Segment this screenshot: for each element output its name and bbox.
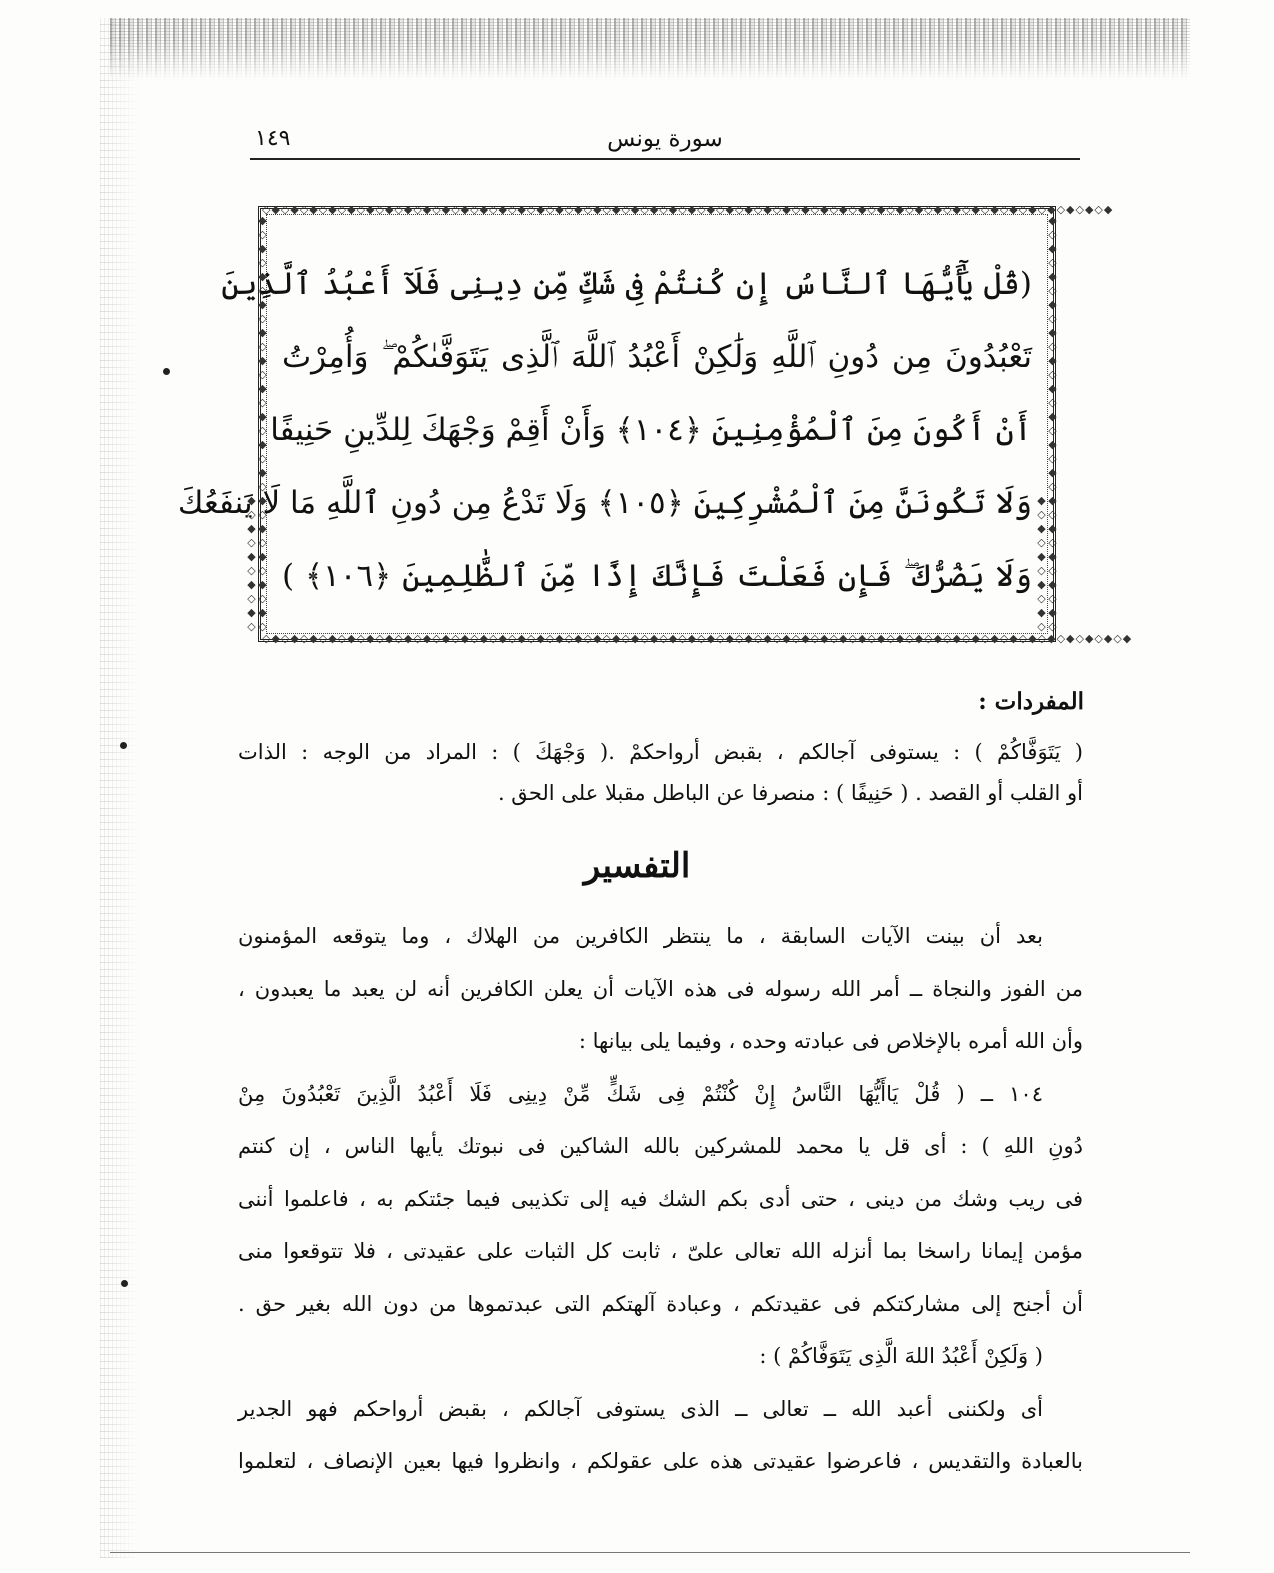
- text-line: فى ريب وشك من دينى ، حتى أدى بكم الشك فيه إلى تكذيبى فيما جئتكم به ، فاعلموا أننى: [238, 1186, 1083, 1211]
- text-line: بالعبادة والتقديس ، فاعرضوا عقيدتى هذه على عقولكم ، وانظروا فيها بعين الإنصاف ، لتعلموا: [238, 1449, 1083, 1473]
- verse-line: (قُلْ يَٰٓأَيُّهَا ٱلنَّاسُ إِن كُنتُمْ فِى شَكٍّ مِّن دِينِى فَلَآ أَعْبُدُ ٱلَّذِينَ: [221, 266, 1032, 302]
- text-line: أو القلب أو القصد . ( حَنِيفًا ) : منصرفا عن الباطل مقبلا على الحق .: [497, 781, 1083, 805]
- surah-title: سورة يونس: [607, 126, 723, 152]
- verse-line: وَلَا يَضُرُّكَ ۖ فَإِن فَعَلْتَ فَإِنَّكَ إِذًا مِّنَ ٱلظَّٰلِمِينَ ﴿١٠٦﴾ ): [282, 558, 1032, 594]
- text-line: بعد أن بينت الآيات السابقة ، ما ينتظر الكافرين من الهلاك ، وما يتوقعه المؤمنون: [238, 924, 1043, 948]
- running-header: [250, 126, 1080, 160]
- text-line: دُونِ اللهِ ) : أى قل يا محمد للمشركين بالله الشاكين فى نبوتك يأيها الناس ، إن كنتم: [238, 1134, 1083, 1158]
- text-line: ( يَتَوَفَّاكُمْ ) : يستوفى آجالكم ، بقبض أرواحكمْ .( وَجْهَكَ ) : المراد من الوجه : الذات: [238, 740, 1083, 764]
- vocabulary-heading: المفردات :: [978, 688, 1084, 715]
- frame-ornament-right: ◇◆◇◆◇◆◇◆◇◆◇◆◇◆◇◆◇◆◇◆◇◆◇◆◇◆◇◆◇◆◇◆◇◆◇◆◇◆◇◆: [1035, 214, 1059, 634]
- text-line: وأن الله أمره بالإخلاص فى عبادته وحده ، وفيما يلى بيانها :: [578, 1029, 1083, 1053]
- text-line: أى ولكننى أعبد الله ــ تعالى ــ الذى يستوفى آجالكم ، بقبض أرواحكم فهو الجدير: [238, 1396, 1043, 1421]
- verse-line: أَنْ أَكُونَ مِنَ ٱلْمُؤْمِنِينَ ﴿١٠٤﴾ وَأَنْ أَقِمْ وَجْهَكَ لِلدِّينِ حَنِيفًا: [270, 412, 1032, 448]
- frame-ornament-bottom: ◇◆◇◆◇◆◇◆◇◆◇◆◇◆◇◆◇◆◇◆◇◆◇◆◇◆◇◆◇◆◇◆◇◆◇◆◇◆◇◆◇◆◇◆◇◆◇◆◇◆◇◆◇◆◇◆◇◆◇◆◇◆◇◆◇◆◇◆◇◆◇◆◇◆◇◆◇◆◇◆◇◆◇◆◇◆◇◆◇◆◇◆: [262, 632, 1133, 645]
- scan-noise-left: [100, 18, 140, 1558]
- tafsir-heading: التفسير: [583, 846, 691, 886]
- tafsir-body: [238, 910, 1083, 1488]
- frame-ornament-left: ◇◆◇◆◇◆◇◆◇◆◇◆◇◆◇◆◇◆◇◆◇◆◇◆◇◆◇◆◇◆◇◆◇◆◇◆◇◆◇◆: [245, 214, 269, 634]
- scan-noise-top: [110, 18, 1190, 80]
- verse-text: [177, 248, 1032, 613]
- text-line: ( وَلَكِنْ أَعْبُدُ اللهَ الَّذِى يَتَوَفَّاكُمْ ) :: [759, 1344, 1043, 1368]
- page-number: ١٤٩: [255, 126, 291, 151]
- frame-ornament-top: ◇◆◇◆◇◆◇◆◇◆◇◆◇◆◇◆◇◆◇◆◇◆◇◆◇◆◇◆◇◆◇◆◇◆◇◆◇◆◇◆◇◆◇◆◇◆◇◆◇◆◇◆◇◆◇◆◇◆◇◆◇◆◇◆◇◆◇◆◇◆◇◆◇◆◇◆◇◆◇◆◇◆◇◆◇◆◇◆◇◆: [262, 203, 1114, 216]
- vocabulary-text: [238, 732, 1083, 814]
- text-line: ١٠٤ ــ ( قُلْ يَاأَيُّهَا النَّاسُ إِنْ كُنْتُمْ فِى شَكٍّ مِّنْ دِينِى فَلَا أَعْبُدُ الَّذِينَ تَعْبُدُونَ مِنْ: [238, 1081, 1043, 1106]
- bottom-edge-line: [110, 1552, 1190, 1553]
- margin-dot: [163, 368, 170, 375]
- text-line: أن أجنح إلى مشاركتكم فى عقيدتكم ، وعبادة آلهتكم التى عبدتموها من دون الله بغير حق .: [238, 1291, 1083, 1316]
- text-line: من الفوز والنجاة ــ أمر الله رسوله فى هذه الآيات أن يعلن الكافرين أنه لن يعبد ما يعبدون ،: [238, 976, 1083, 1001]
- header-divider: [250, 158, 1080, 160]
- margin-dot: [120, 742, 127, 749]
- text-line: مؤمن إيمانا راسخا بما أنزله الله تعالى علىّ ، ثابت كل الثبات على عقيدتى ، فلا تتوقعوا منى: [238, 1239, 1083, 1263]
- verse-line: تَعْبُدُونَ مِن دُونِ ٱللَّهِ وَلَٰكِنْ أَعْبُدُ ٱللَّهَ ٱلَّذِى يَتَوَفَّىٰكُمْ ۖ وَأُمِرْتُ: [282, 339, 1032, 375]
- margin-dot: [121, 1280, 128, 1287]
- verse-line: وَلَا تَكُونَنَّ مِنَ ٱلْمُشْرِكِينَ ﴿١٠٥﴾ وَلَا تَدْعُ مِن دُونِ ٱللَّهِ مَا لَا يَنفَعُكَ: [177, 485, 1032, 521]
